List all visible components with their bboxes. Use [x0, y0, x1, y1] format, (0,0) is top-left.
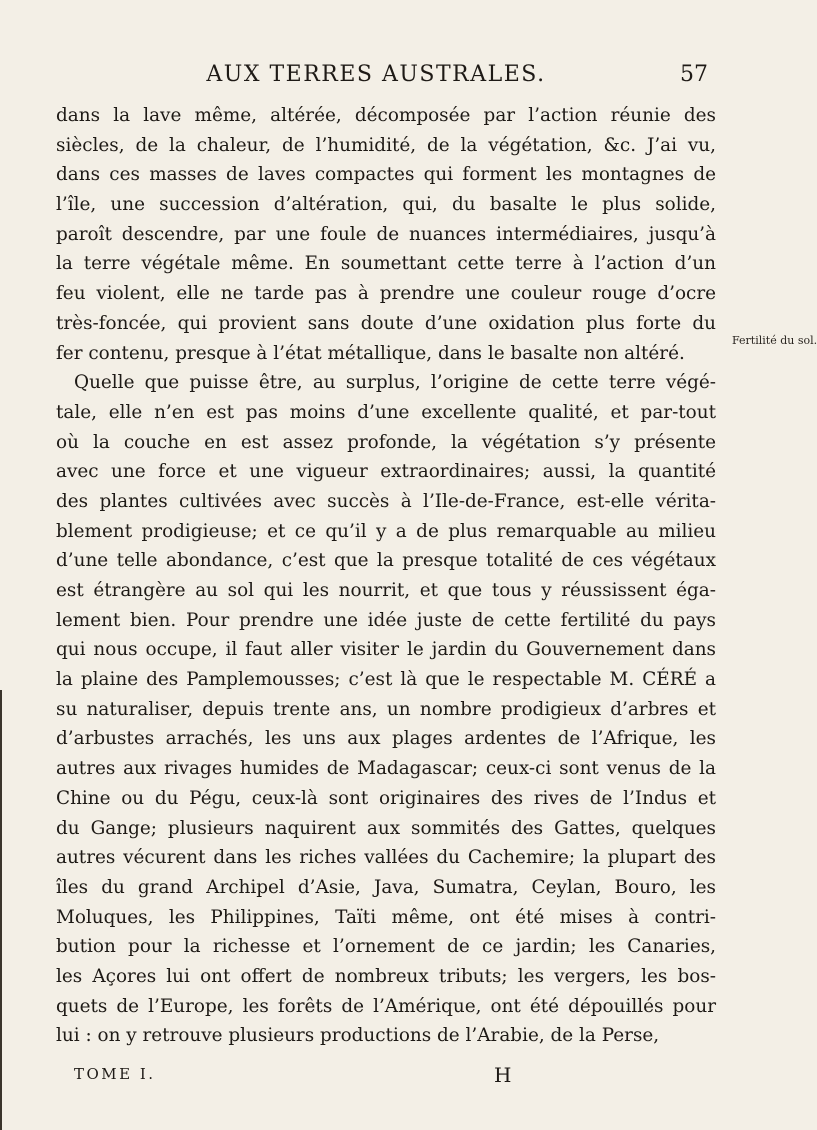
text-line: dans la lave même, altérée, décomposée par l’action réunie des: [56, 105, 716, 126]
text-line: où la couche en est assez profonde, la végétation s’y présente: [56, 431, 716, 453]
text-line: qui nous occupe, il faut aller visiter le jardin du Gouvernement dans: [56, 639, 716, 661]
text-line: du Gange; plusieurs naquirent aux sommités des Gattes, quelques: [56, 817, 716, 839]
body-text: [56, 101, 716, 1051]
text-line: d’une telle abondance, c’est que la presque totalité de ces végétaux: [56, 550, 716, 572]
page-footer: [56, 1065, 716, 1089]
text-line: lui : on y retrouve plusieurs productions de l’Arabie, de la Perse,: [56, 1025, 660, 1047]
text-line: su naturaliser, depuis trente ans, un nombre prodigieux d’arbres et: [56, 698, 716, 720]
page-number: 57: [680, 62, 708, 87]
signature-mark: H: [494, 1063, 512, 1087]
text-line: Moluques, les Philippines, Taïti même, ont été mises à contri-: [56, 906, 716, 928]
text-line: des plantes cultivées avec succès à l’Ile-de-France, est-elle vérita-: [56, 490, 716, 512]
text-line: Chine ou du Pégu, ceux-là sont originaires des rives de l’Indus et: [56, 787, 716, 809]
text-line: quets de l’Europe, les forêts de l’Amérique, ont été dépouillés pour: [56, 995, 716, 1017]
text-line: l’île, une succession d’altération, qui, du basalte le plus solide,: [56, 194, 716, 216]
text-line: feu violent, elle ne tarde pas à prendre une couleur rouge d’ocre: [56, 283, 716, 305]
text-line: la terre végétale même. En soumettant cette terre à l’action d’un: [56, 253, 716, 275]
text-line: îles du grand Archipel d’Asie, Java, Sumatra, Ceylan, Bouro, les: [56, 876, 716, 898]
text-line: lement bien. Pour prendre une idée juste de cette fertilité du pays: [56, 609, 716, 631]
text-line: dans ces masses de laves compactes qui forment les montagnes de: [56, 164, 716, 186]
text-line: les Açores lui ont offert de nombreux tributs; les vergers, les bos-: [56, 965, 716, 987]
text-line: la plaine des Pamplemousses; c’est là que le respectable M. CÉRÉ a: [56, 669, 716, 691]
text-line: siècles, de la chaleur, de l’humidité, de la végétation, &c. J’ai vu,: [56, 134, 716, 156]
text-line: avec une force et une vigueur extraordinaires; aussi, la quantité: [56, 461, 716, 483]
text-line: tale, elle n’en est pas moins d’une excellente qualité, et par-tout: [56, 401, 716, 423]
paragraph-first-line: Quelle que puisse être, au surplus, l’origine de cette terre végé-: [74, 372, 716, 394]
margin-note: Fertilité du sol.: [732, 334, 817, 347]
text-line: autres aux rivages humides de Madagascar; ceux-ci sont venus de la: [56, 758, 716, 780]
text-line: très-foncée, qui provient sans doute d’une oxidation plus forte du: [56, 312, 716, 334]
running-title: AUX TERRES AUSTRALES.: [206, 62, 546, 87]
volume-label: TOME I.: [74, 1065, 156, 1083]
running-head: [56, 62, 716, 96]
text-line: bution pour la richesse et l’ornement de ce jardin; les Canaries,: [56, 936, 716, 958]
text-line: blement prodigieuse; et ce qu’il y a de plus remarquable au milieu: [56, 520, 716, 542]
text-line: fer contenu, presque à l’état métallique, dans le basalte non altéré.: [56, 342, 685, 364]
text-line: autres vécurent dans les riches vallées du Cachemire; la plupart des: [56, 847, 716, 869]
text-line: est étrangère au sol qui les nourrit, et que tous y réussissent éga-: [56, 580, 716, 601]
text-line: d’arbustes arrachés, les uns aux plages ardentes de l’Afrique, les: [56, 728, 716, 750]
page-edge-shadow: [0, 690, 2, 1130]
text-line: paroît descendre, par une foule de nuances intermédiaires, jusqu’à: [56, 223, 716, 245]
